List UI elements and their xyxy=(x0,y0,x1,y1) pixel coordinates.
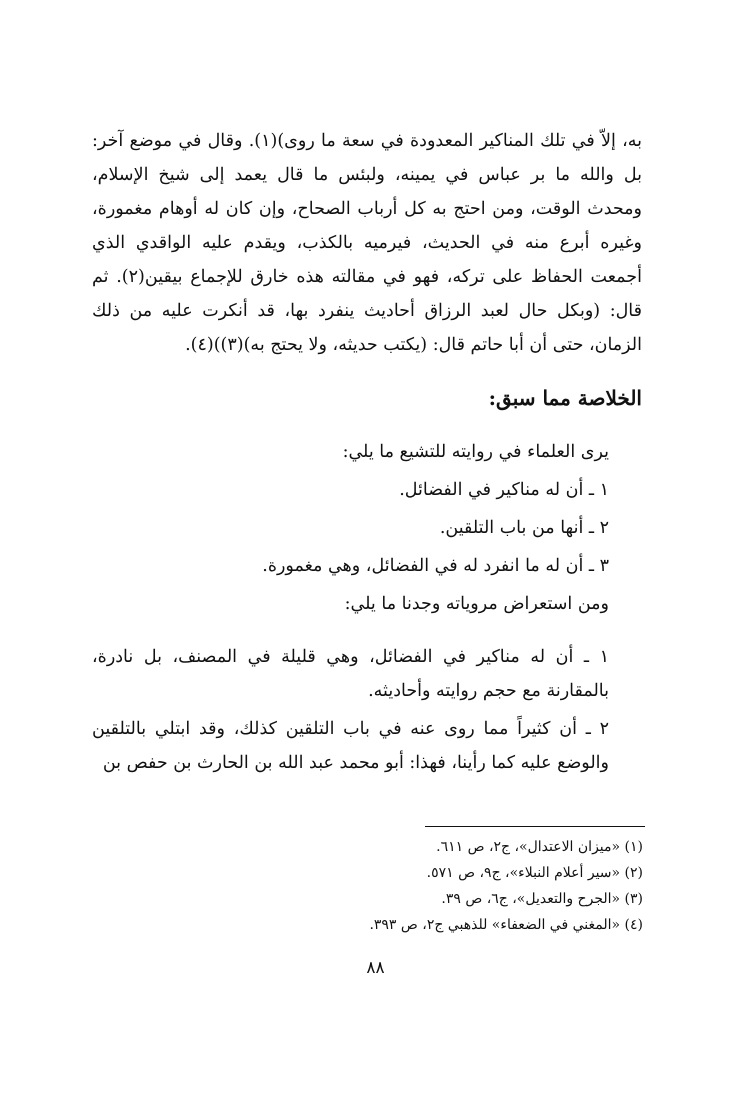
list-item: ١ ـ أن له مناكير في الفضائل. xyxy=(399,480,609,500)
list-intro: ومن استعراض مروياته وجدنا ما يلي: xyxy=(344,594,609,614)
findings-list xyxy=(92,433,642,623)
list-item: ٣ ـ أن له ما انفرد له في الفضائل، وهي مغمورة. xyxy=(262,556,609,576)
footnote: (٢) «سير أعلام النبلاء»، ج٩، ص ٥٧١. xyxy=(426,865,643,881)
paragraph-text: ٢ ـ أن كثيراً مما روى عنه في باب التلقين كذلك، وقد ابتلي بالتلقين والوضع عليه كما رأينا، فهذا: أبو محمد عبد الله بن الحارث بن حفص بن xyxy=(92,719,609,773)
body-paragraph-3 xyxy=(92,712,642,780)
footnotes xyxy=(369,834,643,938)
paragraph-text: به، إلاّ في تلك المناكير المعدودة في سعة ما روى)(١). وقال في موضع آخر: بل والله ما بر عباس في يمينه، ولبئس ما قال يعمد إلى شيخ الإسلام، ومحدث الوقت، ومن احتج به كل أرباب الصحاح، وإن كان له أوهام مغمورة، وغيره أبرع منه في الحديث، فيرميه بالكذب، ويقدم عليه الواقدي الذي أجمعت الحفاظ على تركه، فهو في مقالته هذه خارق للإجماع بيقين(٢). ثم قال: (وبكل حال لعبد الرزاق أحاديث ينفرد بها، قد أنكرت عليه من ذلك الزمان، حتى أن أبا حاتم قال: (يكتب حديثه، ولا يحتج به)(٣))(٤). xyxy=(92,131,642,355)
footnote: (١) «ميزان الاعتدال»، ج٢، ص ٦١١. xyxy=(436,839,643,855)
paragraph-text: ١ ـ أن له مناكير في الفضائل، وهي قليلة في المصنف، بل نادرة، بالمقارنة مع حجم روايته وأحاديثه. xyxy=(92,647,609,701)
footnote: (٤) «المغني في الضعفاء» للذهبي ج٢، ص ٣٩٣. xyxy=(369,917,643,933)
footnote-separator xyxy=(425,826,645,827)
body-paragraph-1 xyxy=(92,124,642,362)
footnote: (٣) «الجرح والتعديل»، ج٦، ص ٣٩. xyxy=(441,891,643,907)
list-item: ٢ ـ أنها من باب التلقين. xyxy=(439,518,609,538)
body-paragraph-2 xyxy=(92,640,642,708)
section-heading: الخلاصة مما سبق: xyxy=(488,386,642,410)
list-intro: يرى العلماء في روايته للتشيع ما يلي: xyxy=(342,442,609,462)
page-number: ٨٨ xyxy=(366,958,385,978)
